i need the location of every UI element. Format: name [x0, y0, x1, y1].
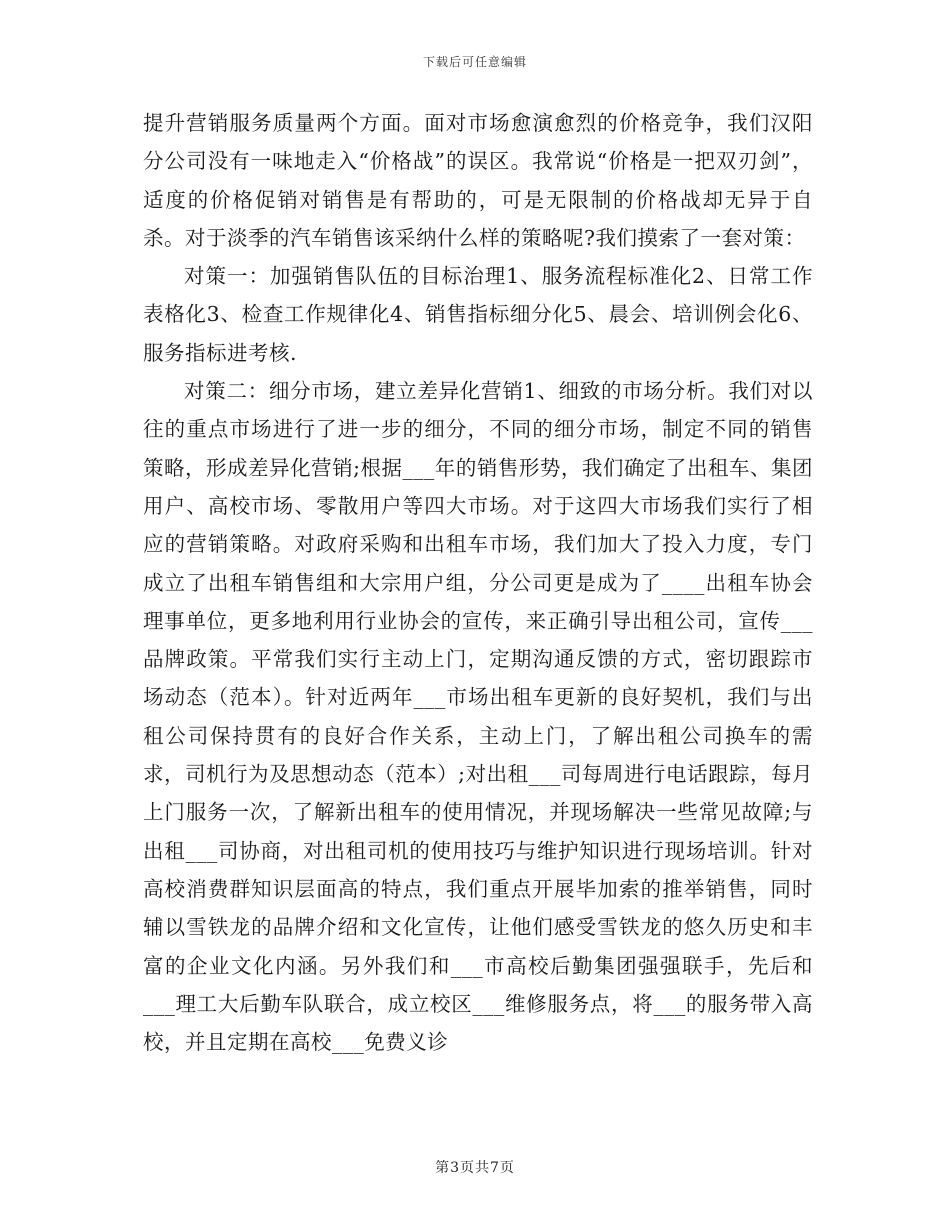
page-number: 第3页共7页 — [435, 1160, 515, 1176]
document-body — [143, 104, 813, 1061]
paragraph-continued: 提升营销服务质量两个方面。面对市场愈演愈烈的价格竞争，我们汉阳分公司没有一味地走入“价格战”的误区。我常说“价格是一把双刃剑”，适度的价格促销对销售是有帮助的，可是无限制的价格战却无异于自杀。对于淡季的汽车销售该采纳什么样的策略呢?我们摸索了一套对策： — [143, 111, 813, 250]
paragraph-strategy-one: 对策一：加强销售队伍的目标治理1、服务流程标准化2、日常工作表格化3、检查工作规律化4、销售指标细分化5、晨会、培训例会化6、服务指标进考核. — [143, 264, 813, 365]
paragraph-strategy-two: 对策二：细分市场，建立差异化营销1、细致的市场分析。我们对以往的重点市场进行了进一步的细分，不同的细分市场，制定不同的销售策略，形成差异化营销;根据___年的销售形势，我们确定了出租车、集团用户、高校市场、零散用户等四大市场。对于这四大市场我们实行了相应的营销策略。对政府采购和出租车市场，我们加大了投入力度，专门成立了出租车销售组和大宗用户组，分公司更是成为了____出租车协会理事单位，更多地利用行业协会的宣传，来正确引导出租公司，宣传___品牌政策。平常我们实行主动上门，定期沟通反馈的方式，密切跟踪市场动态（范本）。针对近两年___市场出租车更新的良好契机，我们与出租公司保持贯有的良好合作关系，主动上门，了解出租公司换车的需求，司机行为及思想动态（范本）;对出租___司每周进行电话跟踪，每月上门服务一次，了解新出租车的使用情况，并现场解决一些常见故障;与出租___司协商，对出租司机的使用技巧与维护知识进行现场培训。针对高校消费群知识层面高的特点，我们重点开展毕加索的推举销售，同时辅以雪铁龙的品牌介绍和文化宣传，让他们感受雪铁龙的悠久历史和丰富的企业文化内涵。另外我们和___市高校后勤集团强强联手，先后和___理工大后勤车队联合，成立校区___维修服务点，将___的服务带入高校，并且定期在高校___免费义诊 — [143, 379, 813, 1055]
page-header: 下载后可任意编辑 — [422, 55, 527, 69]
